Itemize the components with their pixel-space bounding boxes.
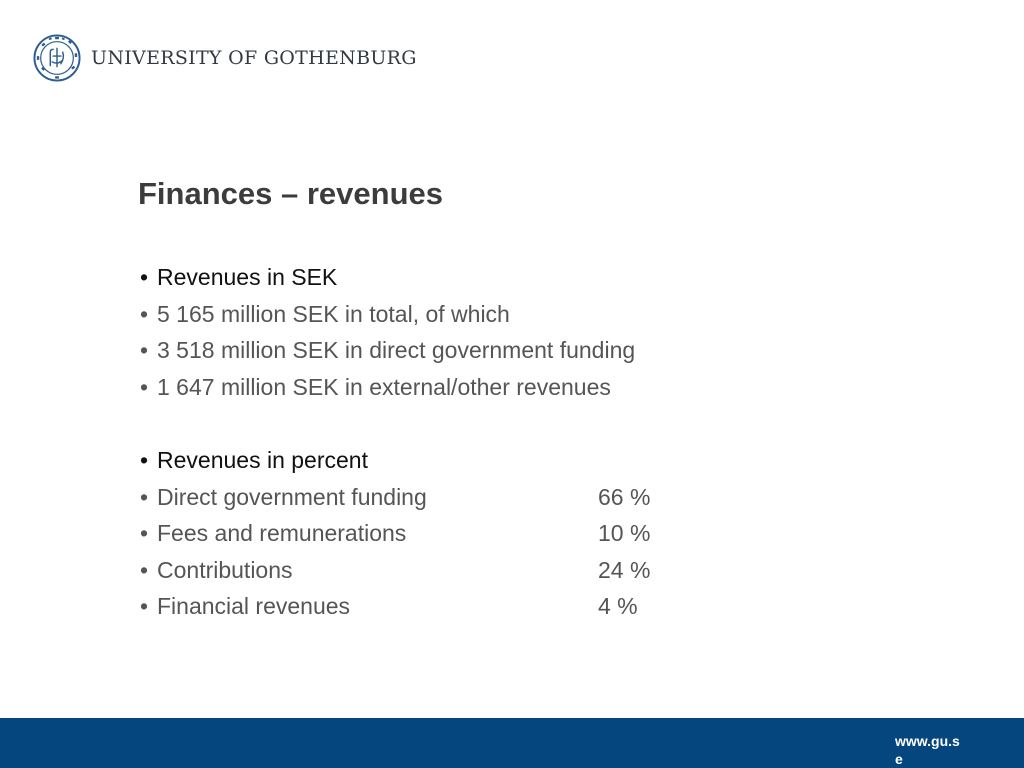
percent-value: 4 %: [598, 593, 638, 619]
list-item-text: Fees and remunerations: [157, 520, 407, 546]
bullet: •: [140, 447, 149, 473]
list-item: [140, 479, 651, 516]
list-item: [140, 296, 635, 333]
list-item-text: 5 165 million SEK in total, of which: [157, 300, 510, 327]
percent-value: 24 %: [598, 556, 651, 583]
bullet: •: [140, 593, 149, 619]
percent-value: 10 %: [598, 520, 651, 546]
list-item: [140, 588, 638, 625]
list-item: [140, 259, 635, 296]
list-item-text: 1 647 million SEK in external/other revenues: [157, 373, 611, 400]
list-item: [140, 369, 635, 406]
slide-title: Finances – revenues: [138, 176, 443, 211]
sek-revenue-list: [140, 259, 635, 405]
list-item: [140, 515, 651, 552]
list-item-text: 3 518 million SEK in direct government funding: [157, 337, 636, 363]
footer-url-link[interactable]: www.gu.se: [895, 733, 960, 767]
list-item: [140, 332, 635, 369]
university-logo: [33, 33, 417, 83]
list-item-text: Revenues in SEK: [157, 264, 338, 290]
bullet: •: [140, 300, 149, 327]
bullet: •: [140, 556, 149, 583]
list-item: [140, 552, 651, 589]
percent-revenue-list: [140, 442, 651, 625]
bullet: •: [140, 520, 149, 546]
list-item-text: Direct government funding: [157, 483, 427, 510]
list-item: [140, 442, 427, 479]
bullet: •: [140, 264, 149, 290]
bullet: •: [140, 483, 149, 510]
list-item-text: Revenues in percent: [157, 447, 368, 473]
bullet: •: [140, 373, 149, 400]
list-item-text: Contributions: [157, 556, 293, 583]
bullet: •: [140, 337, 149, 363]
university-seal-icon: [33, 34, 81, 82]
list-item-text: Financial revenues: [157, 593, 351, 619]
percent-value: 66 %: [598, 483, 651, 510]
footer-bar: [0, 718, 1024, 768]
university-name: UNIVERSITY OF GOTHENBURG: [91, 46, 417, 69]
